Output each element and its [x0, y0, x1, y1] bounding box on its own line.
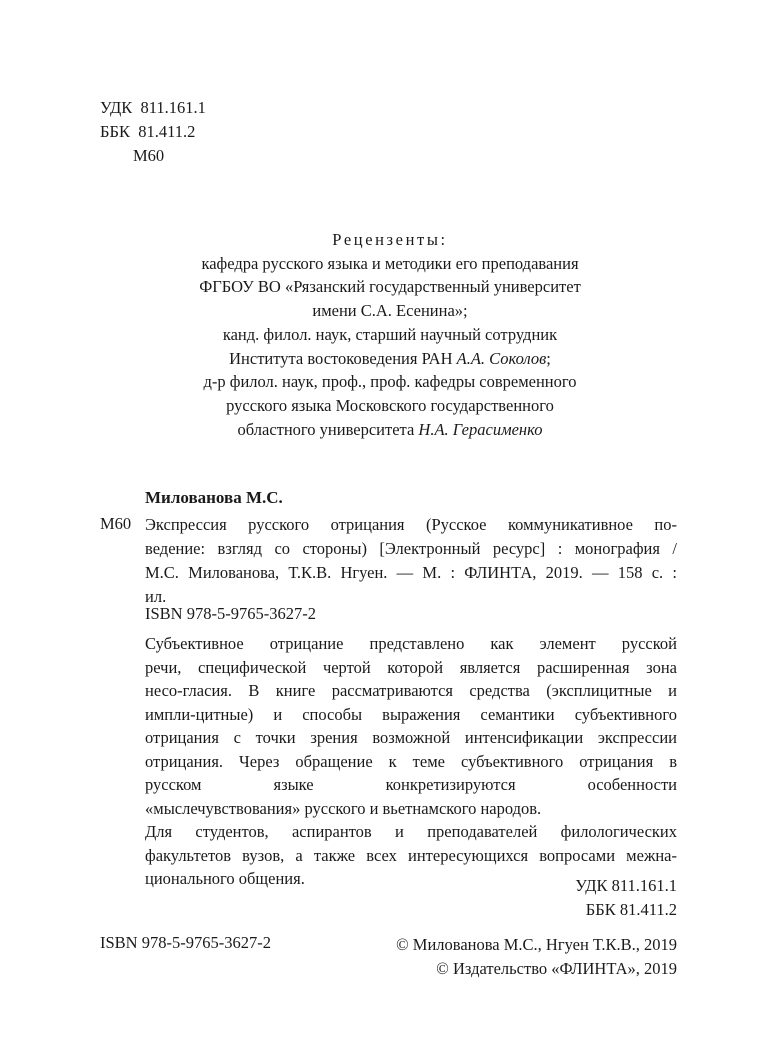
reviewer-line: кафедра русского языка и методики его преподавания: [201, 253, 579, 273]
author-mark: М60: [100, 146, 165, 165]
annotation-line: ционального общения.: [145, 869, 305, 888]
annotation-line: факультетов вузов, а также всех интересующихся вопросами межна-: [145, 845, 677, 865]
bibliographic-description: [145, 513, 677, 609]
copyright-authors: © Милованова М.С., Нгуен Т.К.В., 2019: [396, 935, 677, 954]
reviewer-name: А.А. Соколов: [456, 348, 547, 368]
annotation-line: Субъективное отрицание представлено как элемент русской: [145, 634, 677, 653]
footer-bbk: ББК 81.411.2: [585, 900, 677, 919]
reviewer-punct: ;: [546, 348, 551, 368]
reviewer-line: [110, 347, 670, 371]
annotation-line: отрицания с точки зрения возможной интенсификации экспрессии: [145, 728, 677, 747]
annotation-line: отрицания. Через обращение к теме субъективного отрицания в: [145, 751, 677, 771]
reviewer-line: имени С.А. Есенина»;: [312, 301, 468, 321]
annotation-line: русском языке конкретизируются особенности: [145, 775, 677, 794]
classification-codes: [100, 96, 206, 168]
description-line: М.С. Милованова, Т.К.В. Нгуен. — М. : ФЛИНТА, 2019. — 158 с. :: [145, 563, 677, 582]
reviewer-line: д-р филол. наук, проф., проф. кафедры современного: [203, 372, 577, 392]
reviewer-line: ФГБОУ ВО «Рязанский государственный университет: [199, 277, 581, 297]
entry-author: Милованова М.С.: [145, 488, 283, 507]
reviewers-heading: Рецензенты:: [332, 230, 448, 249]
footer-codes: [575, 874, 677, 922]
udk-code: УДК 811.161.1: [100, 98, 206, 117]
reviewer-line: канд. филол. наук, старший научный сотрудник: [222, 324, 558, 344]
copyright-block: [396, 933, 677, 981]
footer-udk: УДК 811.161.1: [575, 876, 677, 895]
description-line: ведение: взгляд со стороны) [Электронный ресурс] : монография /: [145, 539, 677, 558]
reviewer-name: Н.А. Герасименко: [418, 419, 543, 439]
entry-isbn: ISBN 978-5-9765-3627-2: [145, 604, 316, 623]
annotation-line: Для студентов, аспирантов и преподавателей филологических: [145, 822, 677, 841]
annotation-line: импли-цитные) и способы выражения семантики субъективного: [145, 704, 677, 724]
reviewer-line: русского языка Московского государственного: [226, 395, 554, 415]
annotation-line: несо-гласия. В книге рассматриваются средства (эксплицитные и: [145, 681, 677, 700]
reviewer-line: [110, 418, 670, 442]
annotation-line: «мыслечувствования» русского и вьетнамского народов.: [145, 798, 542, 818]
footer-isbn: ISBN 978-5-9765-3627-2: [100, 933, 271, 952]
bbk-code: ББК 81.411.2: [100, 122, 196, 141]
description-line: Экспрессия русского отрицания (Русское коммуникативное по-: [145, 515, 677, 534]
reviewer-text: областного университета: [237, 419, 419, 439]
annotation: [145, 632, 677, 891]
description-line: ил.: [145, 587, 167, 606]
reviewer-text: Института востоковедения РАН: [229, 348, 457, 368]
copyright-publisher: © Издательство «ФЛИНТА», 2019: [436, 959, 677, 978]
annotation-line: речи, специфической чертой которой является расширенная зона: [145, 657, 677, 677]
reviewers-block: [110, 228, 670, 441]
entry-code: М60: [100, 514, 132, 533]
